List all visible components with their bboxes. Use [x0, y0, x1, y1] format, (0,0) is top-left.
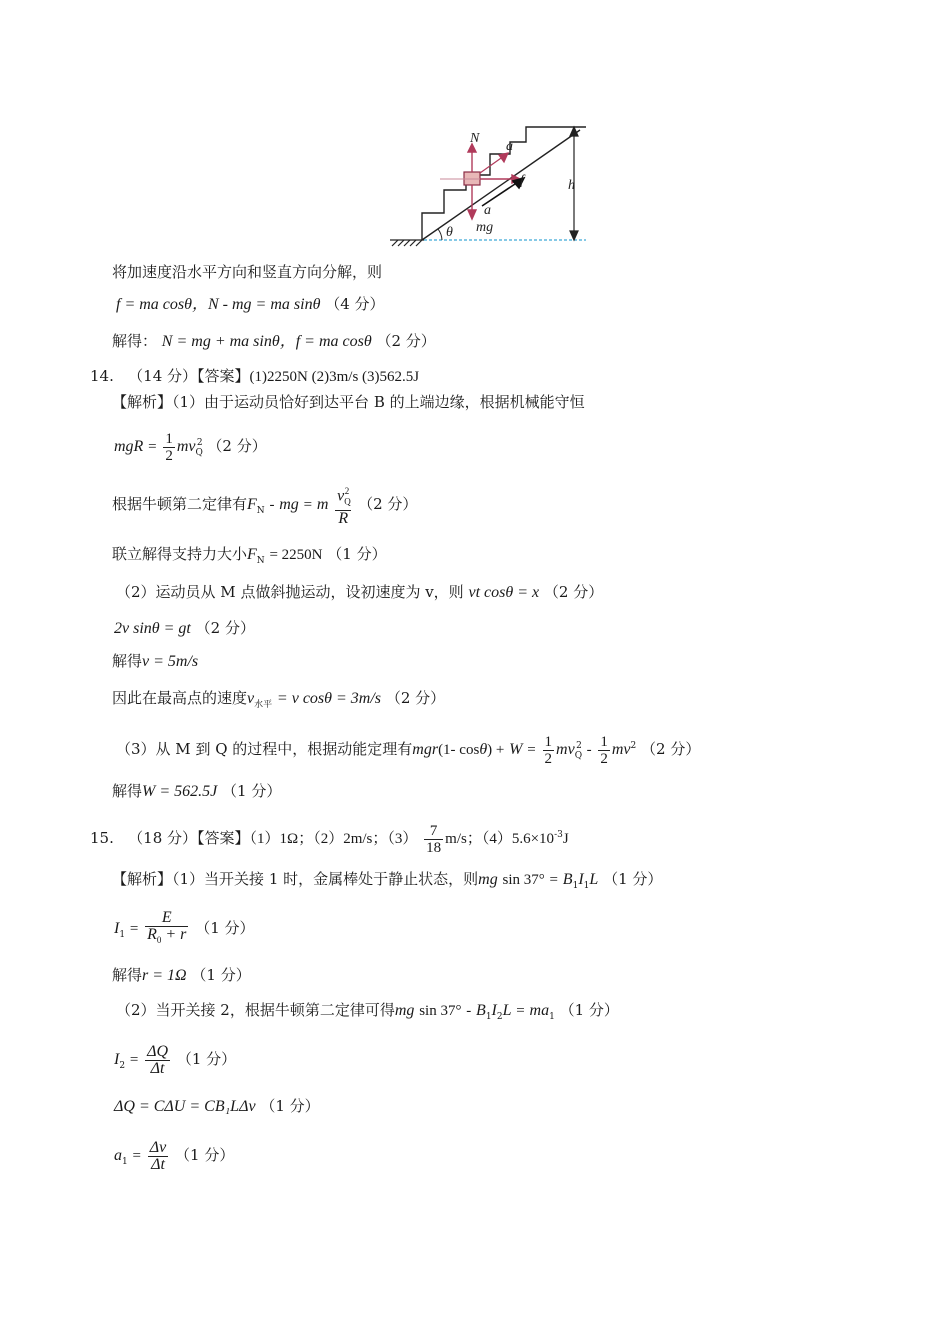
p14-s1-score: （2 分） [207, 437, 267, 455]
p13-eq1: f = ma cosθ，N - mg = ma sinθ [116, 296, 321, 313]
p14-s6-text: 解得 [112, 652, 143, 670]
normal-force-arrow [468, 144, 476, 172]
p15-s3-eq: r = 1Ω [142, 967, 187, 984]
p15-score: （18 分） [128, 829, 198, 847]
p14-s4-eq: vt cosθ = x [468, 584, 540, 601]
p15-s3-score: （1 分） [191, 966, 251, 984]
incline-line [422, 130, 580, 240]
p14-analysis-tag: 【解析】 [112, 393, 173, 411]
p15-s1: 【解析】（1）当开关接 1 时，金属棒处于静止状态，则mg $\sin 37^\circ = B_1I_1L$ （1 分） [112, 870, 663, 891]
p13-eq2-score: （2 分） [376, 332, 436, 350]
p15-s4-score: （1 分） [559, 1001, 619, 1019]
p15-s1-score: （1 分） [603, 870, 663, 888]
p15-analysis-tag: 【解析】 [112, 870, 173, 888]
p14-s9-text: 解得 [112, 782, 143, 800]
p14-s8-text: （3）从 M 到 Q 的过程中，根据动能定理有 [116, 740, 413, 758]
label-mg: mg [476, 220, 494, 235]
label-a-bottom: a [484, 203, 491, 218]
p13-eq2: N = mg + ma sinθ，f = ma cosθ [161, 333, 372, 350]
p14-s7-text: 因此在最高点的速度 [112, 689, 248, 707]
p13-eq2-line [112, 331, 436, 352]
p14-score: （14 分） [128, 367, 198, 385]
p15-s6-score: （1 分） [260, 1097, 320, 1115]
p15-s2-score: （1 分） [195, 919, 255, 937]
p14-s9-eq: W = 562.5J [142, 783, 218, 800]
p15-ans3-den: 18 [426, 839, 442, 856]
p14-s9-score: （1 分） [222, 782, 282, 800]
p14-s1: mgR = $\frac{1}{2}$ $mv_Q^2$ （2 分） [114, 430, 267, 464]
p13-eq1-line [116, 294, 385, 315]
p14-s9 [112, 781, 281, 802]
p14-s4-text: （2）运动员从 M 点做斜抛运动，设初速度为 v，则 [116, 583, 464, 601]
p15-ans4-exp: -3 [554, 830, 563, 840]
p15-s2: $I_1$ = $\frac{E}{R_0 + r}$ （1 分） [114, 908, 255, 946]
p14-s7-eq: = v cosθ = 3m/s [276, 690, 382, 707]
p14-answer-tag: 【答案】 [197, 367, 250, 385]
p14-s8-score: （2 分） [641, 740, 701, 758]
p15-answer-tag: 【答案】 [197, 829, 250, 847]
label-theta: θ [446, 225, 453, 240]
p14-s7-score: （2 分） [385, 689, 446, 707]
p14-s2-text: 根据牛顿第二定律有 [112, 495, 248, 513]
p14-s3-value: = 2250N [269, 547, 323, 563]
p15-ans4: ；（4）5.6×10 [466, 831, 555, 847]
p15-ans1: （1）1Ω；（2）2m/s；（3） [249, 831, 418, 847]
p14-s2-score: （2 分） [358, 495, 418, 513]
p14-s5-eq: 2v sinθ = gt [114, 620, 191, 637]
p15-s7: $a_1$ = $\frac{\Delta v}{\Delta t}$ （1 分） [114, 1138, 235, 1173]
p15-s7-score: （1 分） [175, 1146, 235, 1164]
p14-s3-text: 联立解得支持力大小 [112, 545, 248, 563]
p14-s7-sub: 水平 [254, 700, 273, 710]
gravity-arrow [468, 185, 476, 219]
p13-solve-label: 解得： [112, 332, 158, 350]
p15-header [90, 815, 569, 859]
p15-ans4-unit: J [562, 831, 569, 847]
p15-s6 [114, 1096, 320, 1117]
p15-s4: （2）当开关接 2，根据牛顿第二定律可得mg $\sin 37^\circ - B_1I_2L = ma_1$ （1 分） [116, 1001, 619, 1022]
label-h: h [568, 178, 575, 193]
p14-answer: (1)2250N (2)3m/s (3)562.5J [249, 369, 420, 385]
incline-stairs-figure [386, 122, 596, 250]
theta-arc [438, 229, 442, 240]
p14-s7: 因此在最高点的速度$v_{水平} = v$ cosθ = 3m/s （2 分） [112, 689, 446, 710]
p14-header [90, 366, 419, 387]
p14-s8: （3）从 M 到 Q 的过程中，根据动能定理有mgr(1- cosθ) + W = $\frac{1}{2}$ $mv_Q^2$ - $\frac{1}{2}$ $mv^2$ （2 分） [116, 733, 701, 767]
p15-number: 15. [90, 829, 114, 847]
p13-eq1-score: （4 分） [325, 295, 385, 313]
label-f: f [520, 173, 524, 188]
ground-hatch [390, 240, 424, 246]
p14-s2: 根据牛顿第二定律有$F_N$ - mg = m $\frac{v_Q^2}{R}$ （2 分） [112, 482, 417, 533]
acceleration-arrow-top [480, 153, 508, 173]
p15-s5: $I_2$ = $\frac{\Delta Q}{\Delta t}$ （1 分） [114, 1042, 237, 1077]
p14-s3-score: （1 分） [327, 545, 387, 563]
p14-analysis-line [112, 392, 585, 412]
p15-ans3-num: 7 [424, 823, 443, 840]
p15-s4-text: （2）当开关接 2，根据牛顿第二定律可得 [116, 1001, 395, 1019]
p15-s1-text: （1）当开关接 1 时，金属棒处于静止状态，则 [172, 870, 479, 888]
p14-s6 [112, 651, 198, 672]
p15-s3 [112, 965, 251, 986]
p14-s5 [114, 618, 255, 639]
acceleration-arrow-bottom [482, 178, 524, 206]
p13-decompose-text: 将加速度沿水平方向和竖直方向分解，则 [112, 263, 383, 281]
p14-s3: 联立解得支持力大小$F_N = 2250N$ （1 分） [112, 545, 387, 566]
p14-s4 [116, 582, 603, 603]
p14-s6-eq: v = 5m/s [142, 653, 199, 670]
p14-analysis-intro: （1）由于运动员恰好到达平台 B 的上端边缘，根据机械能守恒 [172, 393, 585, 411]
p15-s3-text: 解得 [112, 966, 143, 984]
p14-number: 14. [90, 367, 114, 385]
p15-ans3-unit: m/s [445, 831, 467, 847]
p14-s5-score: （2 分） [195, 619, 255, 637]
p15-s6-eq: ΔQ = CΔU = CB₁LΔv [114, 1098, 256, 1115]
p14-s4-score: （2 分） [543, 583, 604, 601]
label-N: N [470, 131, 480, 146]
p15-s5-score: （1 分） [176, 1050, 237, 1068]
label-a-top: a [506, 139, 513, 154]
